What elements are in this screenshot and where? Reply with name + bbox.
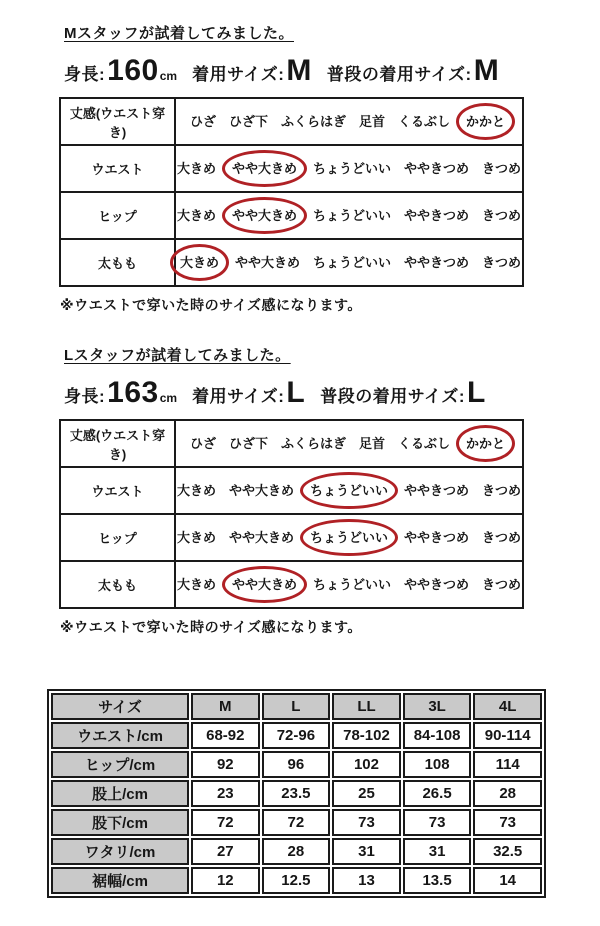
fit-options-group xyxy=(176,528,522,547)
fit-table-row xyxy=(60,239,523,286)
size-value-cell: 73 xyxy=(332,809,401,836)
size-value-cell: 28 xyxy=(262,838,331,865)
fit-row-label: 太もも xyxy=(60,239,175,286)
section-title-l xyxy=(64,344,600,365)
option: ちょうどいい xyxy=(312,208,391,223)
fit-options-group xyxy=(176,206,522,225)
size-value-cell: 23.5 xyxy=(262,780,331,807)
wear-size-label: 着用サイズ: xyxy=(192,65,285,84)
size-value-cell: 78-102 xyxy=(332,722,401,749)
size-table-row xyxy=(51,809,542,836)
selected-option: ちょうどいい xyxy=(300,519,398,556)
selected-option: ちょうどいい xyxy=(300,472,398,509)
fit-table-row xyxy=(60,98,523,145)
option: ちょうどいい xyxy=(312,161,391,176)
size-row-label: 裾幅/cm xyxy=(51,867,189,894)
option: 大きめ xyxy=(176,483,216,498)
fit-options-group xyxy=(176,159,522,178)
size-table-row xyxy=(51,780,542,807)
size-table-row xyxy=(51,751,542,778)
size-value-cell: 72 xyxy=(262,809,331,836)
size-value-cell: 72 xyxy=(191,809,260,836)
size-row-label: 股下/cm xyxy=(51,809,189,836)
size-value-cell: 13.5 xyxy=(403,867,472,894)
fit-options-group xyxy=(176,253,522,272)
option: ちょうどいい xyxy=(312,577,391,592)
size-row-label: ワタリ/cm xyxy=(51,838,189,865)
fit-row-label: ウエスト xyxy=(60,145,175,192)
size-value-cell: 108 xyxy=(403,751,472,778)
size-col-header: 3L xyxy=(403,693,472,720)
size-col-header: M xyxy=(191,693,260,720)
section-title-text: Lスタッフが試着してみました。 xyxy=(64,347,291,364)
size-col-header: 4L xyxy=(473,693,542,720)
size-chart-table xyxy=(47,689,546,898)
option: 足首 xyxy=(359,114,386,129)
option: やや大きめ xyxy=(228,530,294,545)
size-value-cell: 84-108 xyxy=(403,722,472,749)
size-value-cell: 31 xyxy=(332,838,401,865)
usual-size-value: L xyxy=(467,376,486,409)
option: ひざ xyxy=(189,436,216,451)
option: ふくらはぎ xyxy=(280,114,346,129)
size-value-cell: 73 xyxy=(473,809,542,836)
usual-size-label: 普段の着用サイズ: xyxy=(320,387,466,406)
wear-size-value: L xyxy=(286,376,306,409)
size-value-cell: 73 xyxy=(403,809,472,836)
option: 大きめ xyxy=(176,577,216,592)
selected-option: やや大きめ xyxy=(222,197,307,234)
size-table-row xyxy=(51,867,542,894)
fit-table-l xyxy=(59,419,524,609)
usual-size-label: 普段の着用サイズ: xyxy=(326,65,472,84)
fit-row-options xyxy=(175,514,523,561)
height-value: 160 xyxy=(107,54,159,87)
size-value-cell: 32.5 xyxy=(473,838,542,865)
option: ひざ下 xyxy=(228,436,268,451)
size-table-row xyxy=(51,722,542,749)
option: ややきつめ xyxy=(404,161,470,176)
fit-row-label: ウエスト xyxy=(60,467,175,514)
option: 大きめ xyxy=(176,208,216,223)
fit-row-label: 太もも xyxy=(60,561,175,608)
size-value-cell: 96 xyxy=(262,751,331,778)
size-row-label: 股上/cm xyxy=(51,780,189,807)
option: くるぶし xyxy=(398,114,451,129)
size-value-cell: 72-96 xyxy=(262,722,331,749)
staff-stats-l xyxy=(64,378,600,408)
size-value-cell: 27 xyxy=(191,838,260,865)
size-table-row xyxy=(51,838,542,865)
height-value: 163 xyxy=(107,376,159,409)
option: ややきつめ xyxy=(404,255,470,270)
option: ひざ xyxy=(189,114,216,129)
fit-table-m xyxy=(59,97,524,287)
fit-table-row xyxy=(60,514,523,561)
height-label: 身長: xyxy=(64,65,106,84)
option: ちょうどいい xyxy=(312,255,391,270)
size-value-cell: 28 xyxy=(473,780,542,807)
option: きつめ xyxy=(482,255,522,270)
size-value-cell: 25 xyxy=(332,780,401,807)
size-note-l: ※ウエストで穿いた時のサイズ感になります。 xyxy=(60,619,362,635)
option: 大きめ xyxy=(176,161,216,176)
option: きつめ xyxy=(482,161,522,176)
fit-section-l xyxy=(0,344,600,637)
size-value-cell: 26.5 xyxy=(403,780,472,807)
size-row-label: ヒップ/cm xyxy=(51,751,189,778)
option: ややきつめ xyxy=(404,208,470,223)
usual-size-value: M xyxy=(473,54,500,87)
size-value-cell: 102 xyxy=(332,751,401,778)
fit-row-options xyxy=(175,98,523,145)
size-value-cell: 13 xyxy=(332,867,401,894)
fit-row-label: ヒップ xyxy=(60,192,175,239)
fit-table-row xyxy=(60,561,523,608)
option: ひざ下 xyxy=(228,114,268,129)
fit-table-row xyxy=(60,192,523,239)
fit-table-row xyxy=(60,467,523,514)
size-table-corner-header: サイズ xyxy=(51,693,189,720)
option: ややきつめ xyxy=(404,530,470,545)
size-value-cell: 14 xyxy=(473,867,542,894)
fit-row-label: ヒップ xyxy=(60,514,175,561)
size-value-cell: 92 xyxy=(191,751,260,778)
fit-row-label: 丈感(ウエスト穿き) xyxy=(60,98,175,145)
size-table-header-row xyxy=(51,693,542,720)
size-value-cell: 23 xyxy=(191,780,260,807)
fit-options-group xyxy=(176,112,522,131)
option: ふくらはぎ xyxy=(280,436,346,451)
size-value-cell: 90-114 xyxy=(473,722,542,749)
option: やや大きめ xyxy=(234,255,300,270)
fit-section-m xyxy=(0,22,600,315)
size-row-label: ウエスト/cm xyxy=(51,722,189,749)
staff-stats-m xyxy=(64,56,600,86)
height-label: 身長: xyxy=(64,387,106,406)
option: ややきつめ xyxy=(404,577,470,592)
size-value-cell: 31 xyxy=(403,838,472,865)
fit-row-label: 丈感(ウエスト穿き) xyxy=(60,420,175,467)
fit-row-options xyxy=(175,192,523,239)
size-value-cell: 114 xyxy=(473,751,542,778)
fit-table-row xyxy=(60,145,523,192)
size-note-m: ※ウエストで穿いた時のサイズ感になります。 xyxy=(60,297,362,313)
fit-options-group xyxy=(176,481,522,500)
option: ややきつめ xyxy=(404,483,470,498)
height-unit: cm xyxy=(159,69,178,83)
size-value-cell: 68-92 xyxy=(191,722,260,749)
fit-options-group xyxy=(176,575,522,594)
selected-option: やや大きめ xyxy=(222,566,307,603)
option: きつめ xyxy=(482,577,522,592)
option: きつめ xyxy=(482,208,522,223)
selected-option: かかと xyxy=(456,425,515,462)
fit-row-options xyxy=(175,239,523,286)
selected-option: 大きめ xyxy=(170,244,229,281)
option: きつめ xyxy=(482,483,522,498)
fit-row-options xyxy=(175,420,523,467)
size-col-header: LL xyxy=(332,693,401,720)
option: 大きめ xyxy=(176,530,216,545)
selected-option: かかと xyxy=(456,103,515,140)
section-title-m xyxy=(64,22,600,43)
fit-table-row xyxy=(60,420,523,467)
fit-options-group xyxy=(176,434,522,453)
option: やや大きめ xyxy=(228,483,294,498)
fit-row-options xyxy=(175,145,523,192)
height-unit: cm xyxy=(159,391,178,405)
option: くるぶし xyxy=(398,436,451,451)
option: きつめ xyxy=(482,530,522,545)
wear-size-label: 着用サイズ: xyxy=(192,387,285,406)
wear-size-value: M xyxy=(286,54,312,87)
size-value-cell: 12.5 xyxy=(262,867,331,894)
size-col-header: L xyxy=(262,693,331,720)
size-value-cell: 12 xyxy=(191,867,260,894)
selected-option: やや大きめ xyxy=(222,150,307,187)
option: 足首 xyxy=(359,436,386,451)
fit-row-options xyxy=(175,467,523,514)
fit-row-options xyxy=(175,561,523,608)
section-title-text: Mスタッフが試着してみました。 xyxy=(64,25,294,42)
